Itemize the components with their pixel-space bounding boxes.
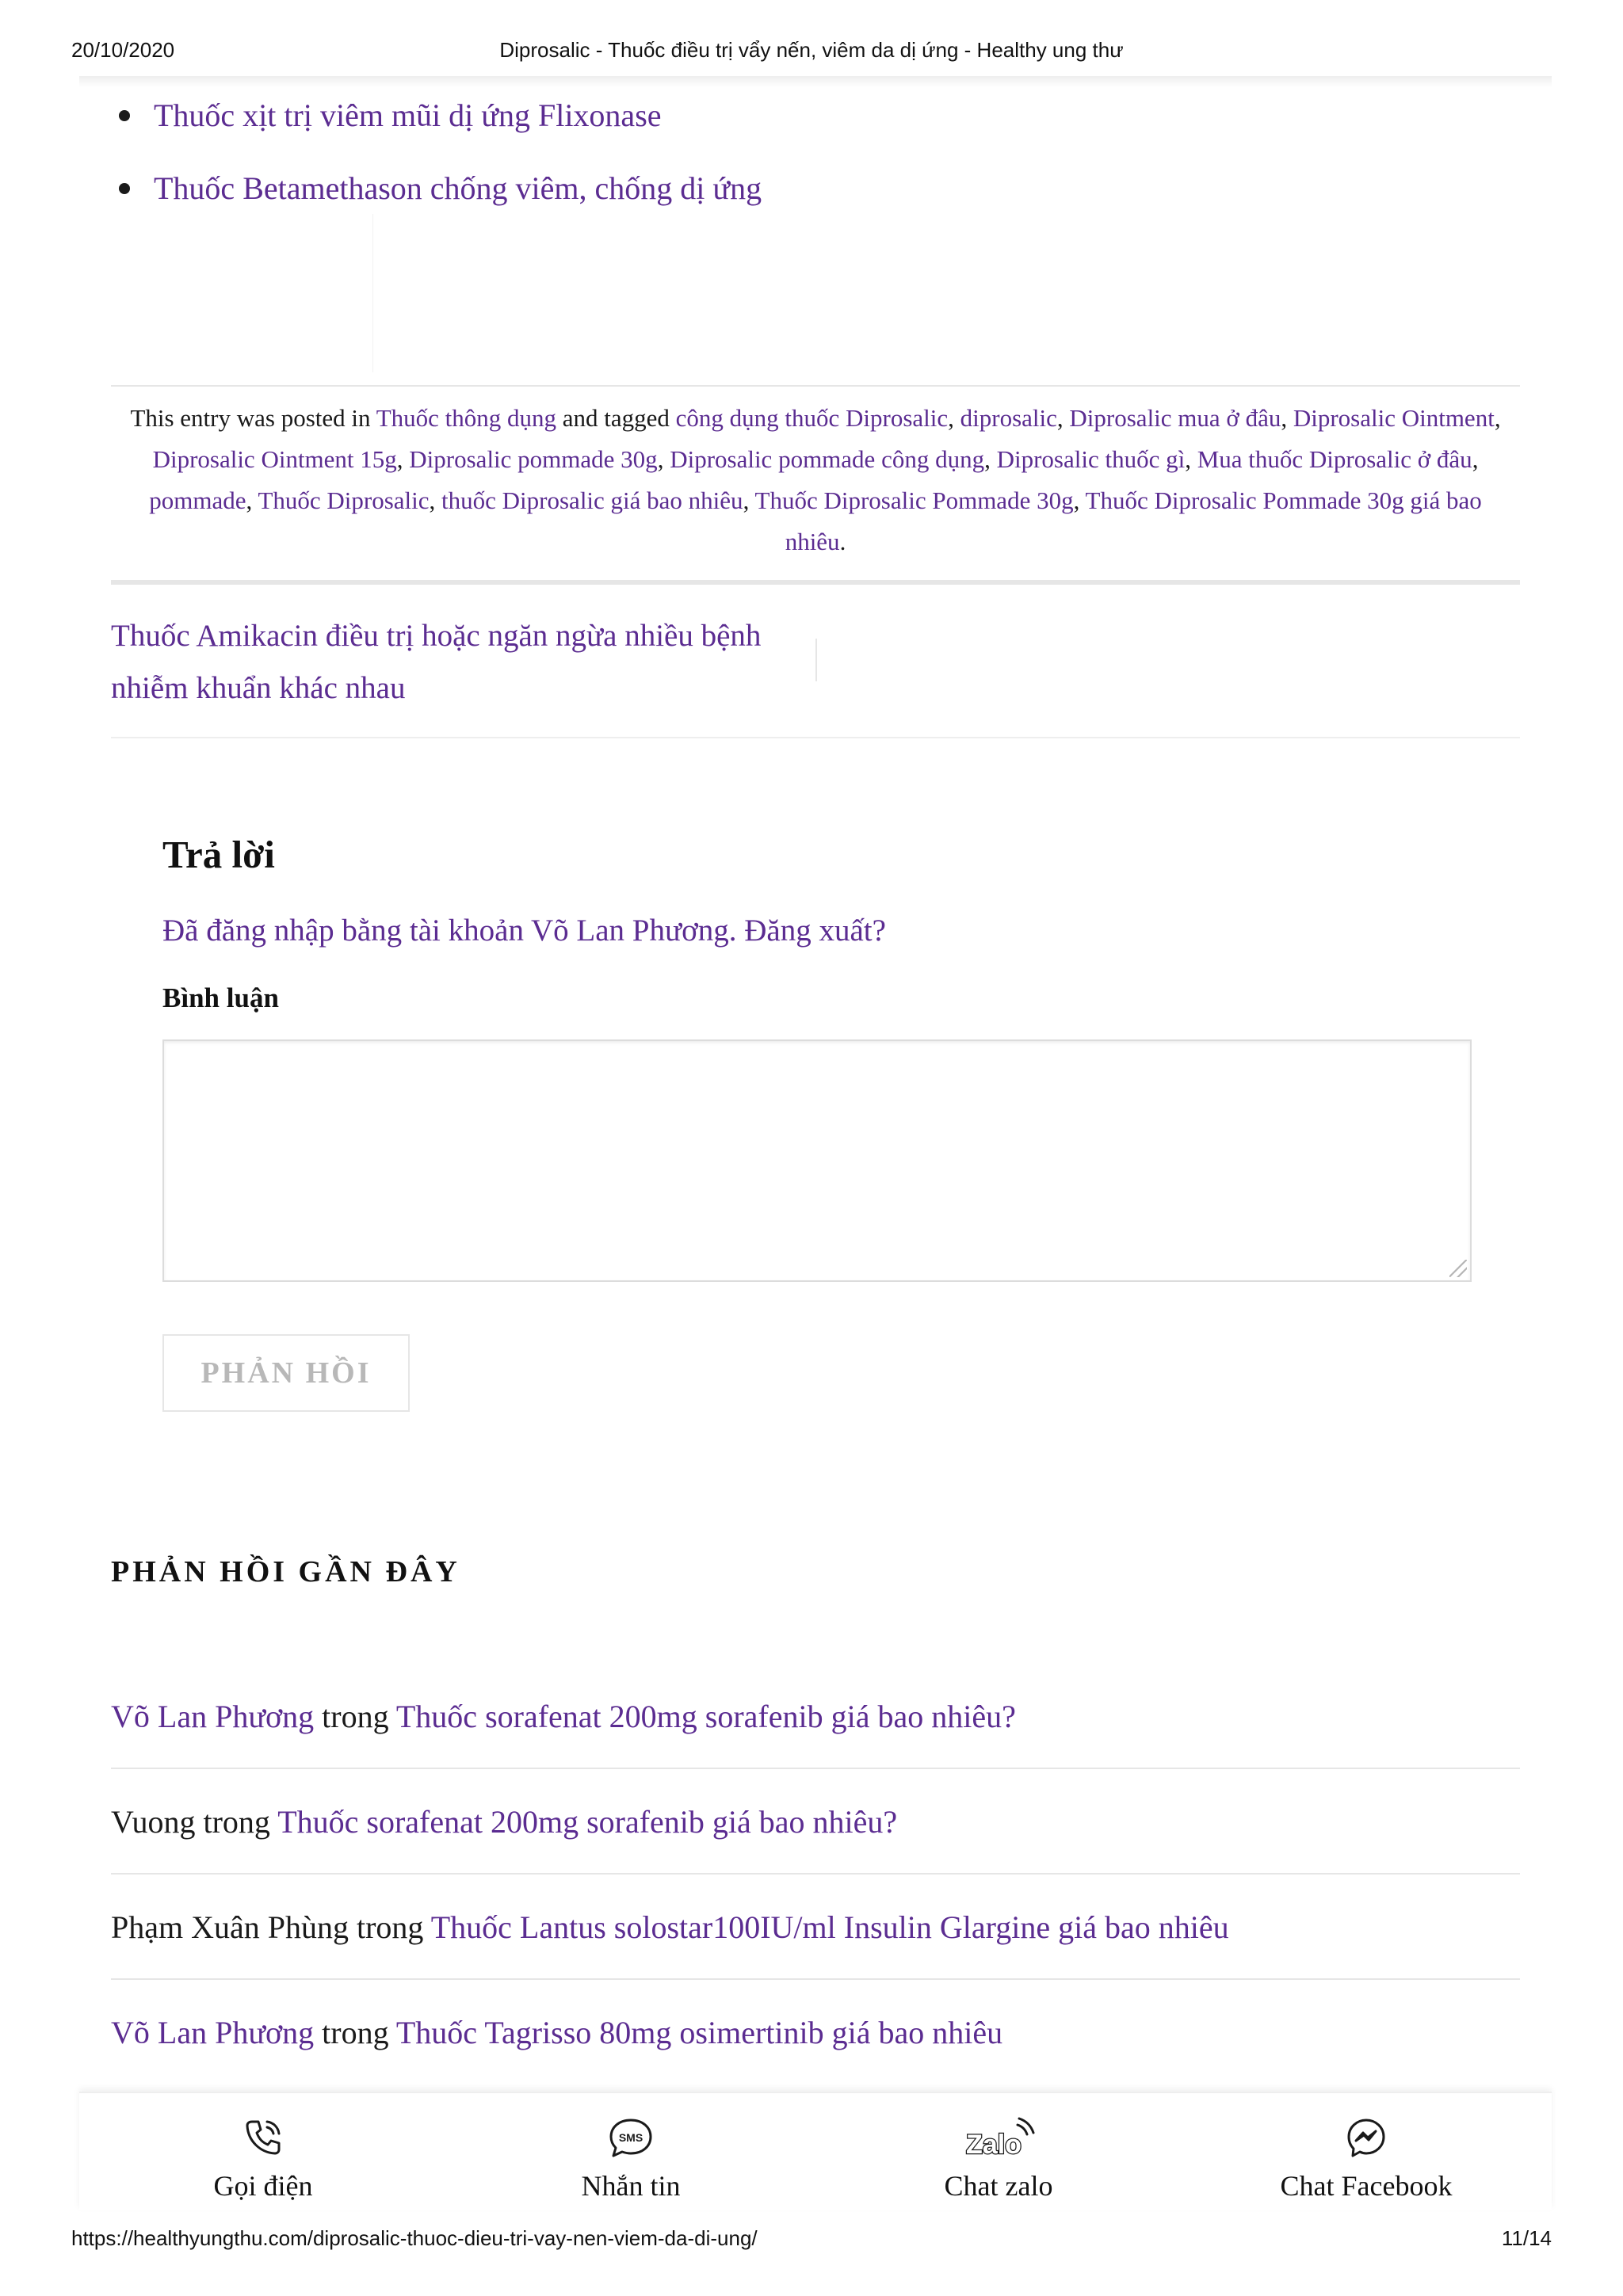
- comment-post-link[interactable]: Thuốc sorafenat 200mg sorafenib giá bao nhiêu?: [277, 1804, 898, 1840]
- print-page-number: 11/14: [1501, 2226, 1552, 2250]
- recent-comment-item: [111, 1769, 1520, 1875]
- tag-link[interactable]: Diprosalic pommade 30g: [409, 445, 658, 473]
- reply-title: Trả lời: [162, 833, 275, 876]
- print-date: 20/10/2020: [71, 38, 175, 62]
- tag-link[interactable]: Diprosalic Ointment 15g: [152, 445, 397, 473]
- tag-link[interactable]: Diprosalic mua ở đâu: [1069, 404, 1281, 432]
- facebook-chat-label: Chat Facebook: [1280, 2170, 1453, 2202]
- post-nav-divider: [815, 639, 817, 681]
- tag-separator: .: [839, 528, 846, 555]
- tag-link[interactable]: Thuốc Diprosalic Pommade 30g: [754, 486, 1074, 514]
- comment-connector: trong: [314, 2015, 396, 2050]
- recent-comments-list: [111, 1664, 1520, 2085]
- previous-post-link[interactable]: Thuốc Amikacin điều trị hoặc ngăn ngừa nhiều bệnh nhiễm khuẩn khác nhau: [111, 619, 762, 705]
- tag-separator: ,: [1472, 445, 1479, 473]
- print-page-title: Diprosalic - Thuốc điều trị vẩy nến, viêm da dị ứng - Healthy ung thư: [499, 38, 1124, 62]
- tag-link[interactable]: Thuốc Diprosalic Pommade 30g giá bao nhiêu: [785, 486, 1482, 555]
- related-posts-list: [119, 79, 762, 225]
- facebook-chat-button[interactable]: [1182, 2115, 1550, 2203]
- related-post-item: [119, 79, 762, 152]
- tag-separator: ,: [396, 445, 410, 473]
- comment-connector: trong: [314, 1699, 396, 1734]
- submit-comment-button[interactable]: PHẢN HỒI: [162, 1334, 410, 1412]
- tag-link[interactable]: Diprosalic Ointment: [1293, 404, 1495, 432]
- sms-icon-text: SMS: [618, 2131, 643, 2144]
- zalo-label: Chat zalo: [944, 2170, 1053, 2202]
- recent-comment-item: [111, 1664, 1520, 1769]
- phone-icon: [241, 2115, 285, 2160]
- call-label: Gọi điện: [213, 2170, 313, 2202]
- tag-link[interactable]: thuốc Diprosalic giá bao nhiêu: [441, 486, 743, 514]
- content-divider: [372, 214, 373, 372]
- bottom-bar-border: [79, 2092, 1552, 2093]
- zalo-button[interactable]: [815, 2115, 1182, 2203]
- comment-textarea[interactable]: [162, 1039, 1472, 1282]
- entry-meta: [111, 385, 1520, 585]
- post-navigation: [111, 610, 1520, 738]
- tag-separator: ,: [657, 445, 670, 473]
- tag-separator: ,: [429, 486, 442, 514]
- tag-link[interactable]: pommade: [149, 486, 246, 514]
- comment-author[interactable]: Võ Lan Phương: [111, 2015, 315, 2050]
- tag-separator: ,: [948, 404, 960, 432]
- comment-connector: trong: [349, 1909, 431, 1945]
- tag-separator: ,: [1056, 404, 1070, 432]
- comment-post-link[interactable]: Thuốc Tagrisso 80mg osimertinib giá bao nhiêu: [395, 2015, 1003, 2050]
- recent-comments-title: PHẢN HỒI GẦN ĐÂY: [111, 1555, 460, 1589]
- tag-separator: ,: [246, 486, 258, 514]
- messenger-icon: [1344, 2115, 1388, 2160]
- tag-separator: ,: [984, 445, 997, 473]
- call-button[interactable]: [79, 2115, 447, 2203]
- print-url: https://healthyungthu.com/diprosalic-thuoc-dieu-tri-vay-nen-viem-da-di-ung/: [71, 2226, 758, 2250]
- recent-comment-item: [111, 1875, 1520, 1980]
- tag-separator: ,: [1494, 404, 1501, 432]
- related-post-link[interactable]: Thuốc Betamethason chống viêm, chống dị ứng: [154, 170, 762, 206]
- tag-separator: ,: [743, 486, 755, 514]
- entry-meta-tagged: and tagged: [556, 404, 676, 432]
- tag-separator: ,: [1185, 445, 1197, 473]
- tag-link[interactable]: Diprosalic thuốc gì: [996, 445, 1186, 473]
- related-post-item: [119, 152, 762, 225]
- comment-post-link[interactable]: Thuốc Lantus solostar100IU/ml Insulin Glargine giá bao nhiêu: [430, 1909, 1229, 1945]
- entry-meta-prefix: This entry was posted in: [130, 404, 376, 432]
- comment-connector: trong: [195, 1804, 278, 1840]
- tag-separator: ,: [1073, 486, 1086, 514]
- zalo-icon: [960, 2115, 1037, 2160]
- sms-button[interactable]: [447, 2115, 815, 2203]
- tag-link[interactable]: Thuốc Diprosalic: [258, 486, 430, 514]
- sms-icon: [607, 2115, 655, 2160]
- category-link[interactable]: Thuốc thông dụng: [376, 404, 557, 432]
- print-footer: [71, 2226, 1552, 2258]
- tag-link[interactable]: Mua thuốc Diprosalic ở đâu: [1197, 445, 1472, 473]
- comment-author[interactable]: Võ Lan Phương: [111, 1699, 315, 1734]
- tag-separator: ,: [1281, 404, 1293, 432]
- logged-in-link[interactable]: Đã đăng nhập bằng tài khoản Võ Lan Phương. Đăng xuất?: [162, 913, 886, 948]
- recent-comment-item: [111, 1980, 1520, 2085]
- related-post-link[interactable]: Thuốc xịt trị viêm mũi dị ứng Flixonase: [154, 97, 662, 133]
- tag-link[interactable]: diprosalic: [960, 404, 1057, 432]
- zalo-icon-text: Zalo: [966, 2130, 1022, 2160]
- sms-label: Nhắn tin: [581, 2170, 681, 2202]
- comment-label: Bình luận: [162, 982, 279, 1013]
- comment-author: Vuong: [111, 1804, 196, 1840]
- tag-link[interactable]: Diprosalic pommade công dụng: [670, 445, 985, 473]
- bottom-contact-bar: [79, 2092, 1552, 2210]
- tag-link[interactable]: công dụng thuốc Diprosalic: [675, 404, 949, 432]
- comment-author: Phạm Xuân Phùng: [111, 1909, 349, 1945]
- resize-grip-icon[interactable]: [1449, 1260, 1467, 1277]
- print-header: [71, 38, 1552, 70]
- comment-post-link[interactable]: Thuốc sorafenat 200mg sorafenib giá bao nhiêu?: [395, 1699, 1016, 1734]
